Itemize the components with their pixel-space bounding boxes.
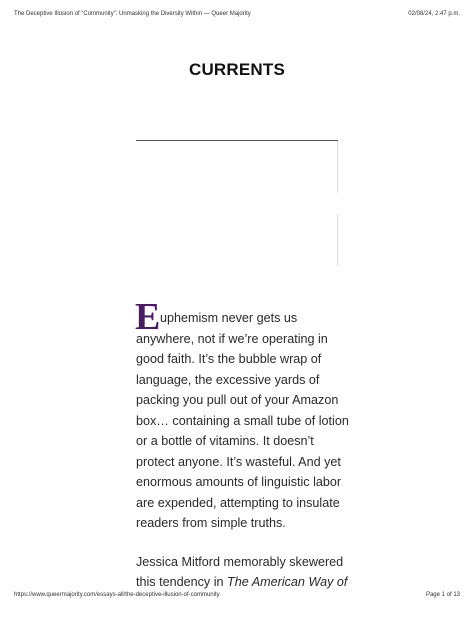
print-footer — [14, 592, 460, 604]
drop-cap: E — [135, 296, 161, 338]
text-line: uphemism never gets us — [160, 311, 298, 325]
section-title: CURRENTS — [188, 60, 286, 79]
text-line: enormous amounts of linguistic labor — [136, 475, 342, 489]
side-border-bottom — [337, 214, 338, 266]
section-divider — [136, 140, 338, 141]
text-line: good faith. It’s the bubble wrap of — [136, 352, 322, 366]
first-line — [135, 296, 346, 338]
article-paragraph-2 — [136, 552, 346, 593]
page-url: https://www.queermajority.com/essays-all/the-deceptive-illusion-of-community — [14, 592, 220, 598]
text-line: protect anyone. It’s wasteful. And yet — [136, 454, 341, 469]
text-line: box… containing a small tube of lotion — [136, 413, 349, 428]
document-title: The Deceptive Illusion of “Community”: Unmasking the Diversity Within — Queer Majority — [14, 11, 251, 17]
text-line: Jessica Mitford memorably skewered — [136, 554, 344, 569]
print-header — [14, 11, 460, 23]
print-datetime: 02/08/24, 2:47 p.m. — [408, 11, 460, 17]
page-number: Page 1 of 13 — [425, 592, 460, 598]
text-line: anywhere, not if we’re operating in — [136, 331, 328, 346]
text-segment: this tendency in — [136, 575, 228, 589]
text-line: language, the excessive yards of — [136, 372, 320, 387]
text-line: readers from simple truths. — [136, 516, 286, 530]
side-border-top — [337, 141, 338, 193]
text-line: or a bottle of vitamins. It doesn’t — [136, 434, 314, 448]
article-paragraph-1 — [135, 296, 349, 534]
book-title: The American Way of — [227, 575, 348, 589]
article-body — [135, 296, 349, 611]
text-line: are expended, attempting to insulate — [136, 495, 340, 510]
text-line — [136, 572, 346, 593]
text-line: packing you pull out of your Amazon — [136, 393, 339, 407]
